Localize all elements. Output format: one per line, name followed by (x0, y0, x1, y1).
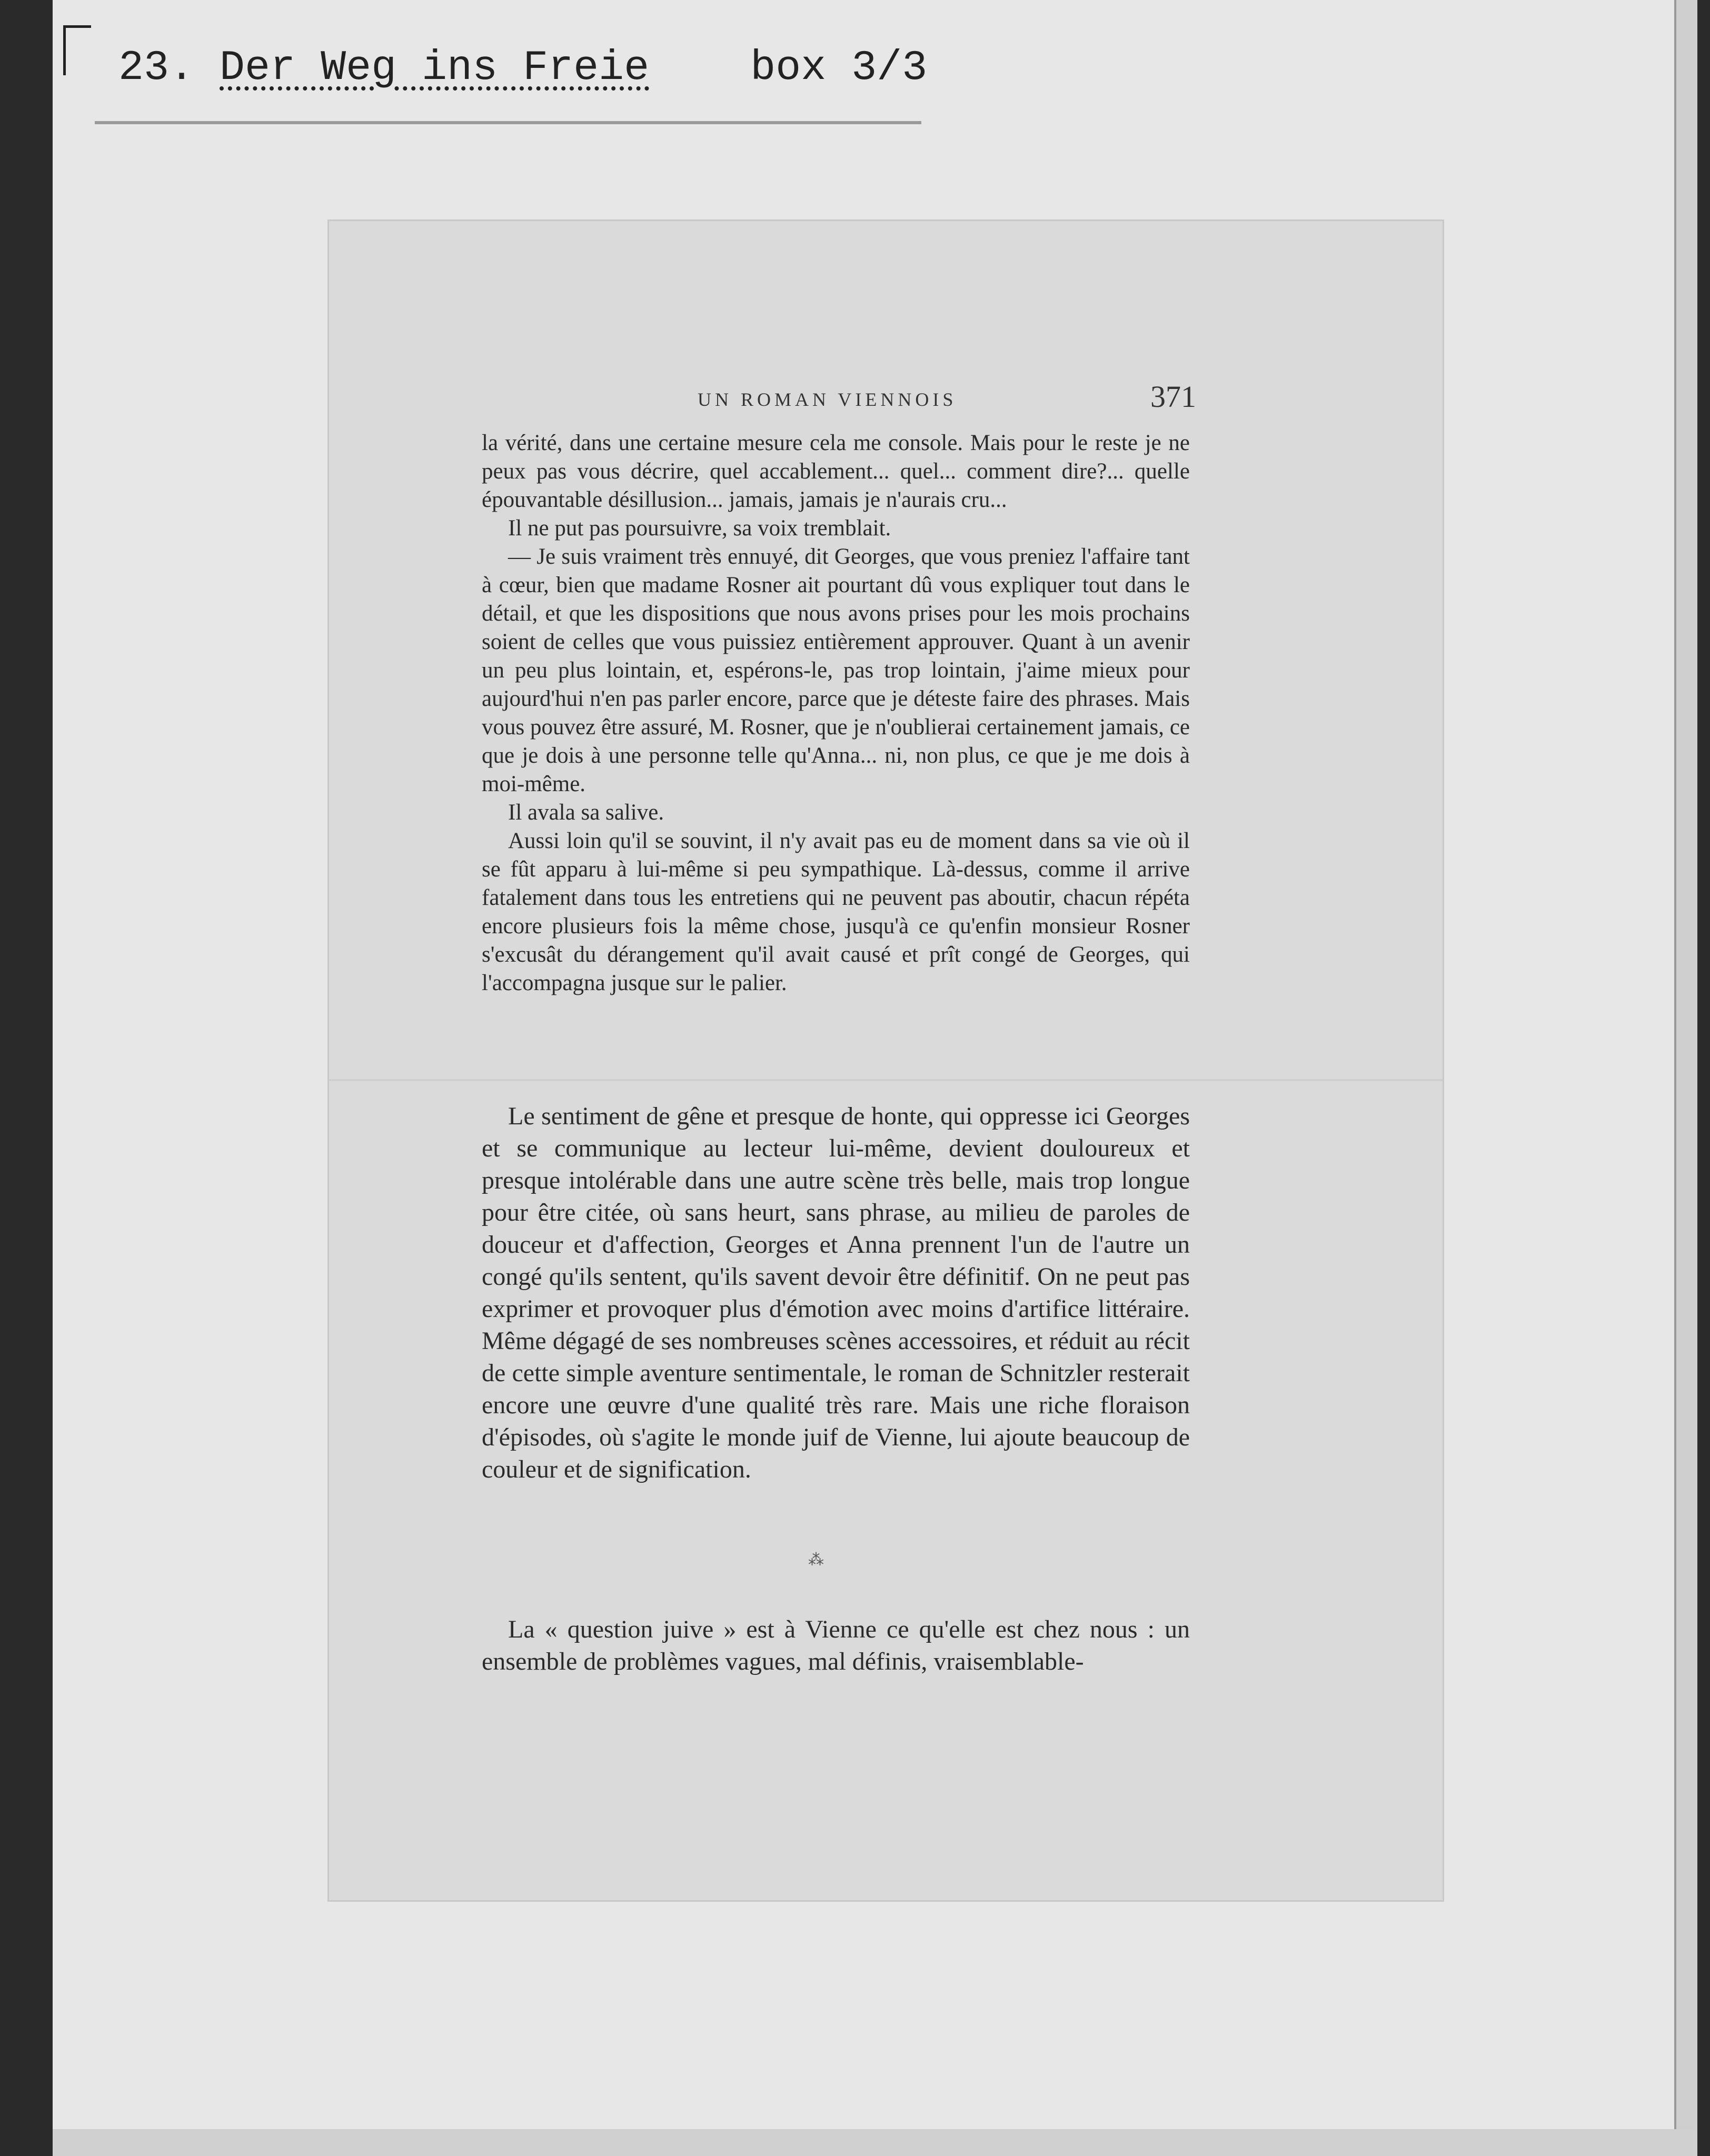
quote-paragraph: la vérité, dans une certaine mesure cela me console. Mais pour le reste je ne peux pas vous décrire, quel accablement... quel... comment dire?... quelle épouvantable désillusion... jamais, jamais je n'aurais cru... (482, 431, 1190, 512)
label-number: 23. (118, 44, 195, 92)
label-box: box 3/3 (750, 44, 928, 92)
label-title: Der Weg ins Freie (220, 44, 650, 92)
essay-paragraph: Le sentiment de gêne et presque de honte, qui oppresse ici Georges et se communique au lecteur lui-même, devient douloureux et presque intolérable dans une autre scène très belle, mais trop longue pour être citée, où sans heurt, sans phrase, au milieu de paroles de douceur et d'affection, Georges et Anna prennent l'un de l'autre un congé qu'ils sentent, qu'ils savent devoir être définitif. On ne peut pas exprimer et provoquer plus d'émotion avec moins d'artifice littéraire. Même dégagé de ses nombreuses scènes accessoires, et réduit au récit de cette simple aventure sentimentale, le roman de Schnitzler resterait encore une œuvre d'une qualité très rare. Mais une riche floraison d'épisodes, où s'agite le monde juif de Vienne, lui ajoute beaucoup de couleur et de signification. (482, 1102, 1190, 1483)
quote-paragraph: Il ne put pas poursuivre, sa voix tremblait. (508, 516, 891, 541)
quoted-excerpt (482, 429, 1190, 997)
essay-continuation (482, 1613, 1190, 1678)
quote-paragraph: Aussi loin qu'il se souvint, il n'y avait pas eu de moment dans sa vie où il se fût apparu à lui-même si peu sympathique. Là-dessus, comme il arrive fatalement dans tous les entretiens qui ne peuvent pas aboutir, chacun répéta encore plusieurs fois la même chose, jusqu'à ce qu'enfin monsieur Rosner s'excusât du dérangement qu'il avait causé et prît congé de Georges, qui l'accompagna jusque sur le palier. (482, 829, 1190, 995)
quote-paragraph: — Je suis vraiment très ennuyé, dit Georges, que vous preniez l'affaire tant à cœur, bien que madame Rosner ait pourtant dû vous expliquer tout dans le détail, et que les dispositions que nous avons prises pour les mois prochains soient de celles que vous puissiez entièrement approuver. Quant à un avenir un peu plus lointain, et, espérons-le, pas trop lointain, j'aime mieux pour aujourd'hui n'en pas parler encore, parce que je déteste faire des phrases. Mais vous pouvez être assuré, M. Rosner, que je n'oublierai certainement jamais, ce que je dois à une personne telle qu'Anna... ni, non plus, ce que je me dois à moi-même. (482, 544, 1190, 796)
page-fold-line (329, 1079, 1443, 1081)
quote-paragraph: Il avala sa salive. (508, 800, 664, 825)
closing-paragraph: La « question juive » est à Vienne ce qu'elle est chez nous : un ensemble de problèmes vagues, mal définis, vraisemblable- (482, 1615, 1190, 1675)
page-number: 371 (1150, 380, 1196, 414)
running-head: UN ROMAN VIENNOIS (698, 389, 957, 410)
mount-edge-right (1674, 0, 1697, 2156)
mount-edge-bottom (53, 2129, 1695, 2156)
corner-crop-mark (63, 25, 91, 75)
section-asterism: ⁂ (808, 1551, 829, 1569)
essay-body (482, 1100, 1190, 1485)
archive-label (118, 32, 927, 105)
